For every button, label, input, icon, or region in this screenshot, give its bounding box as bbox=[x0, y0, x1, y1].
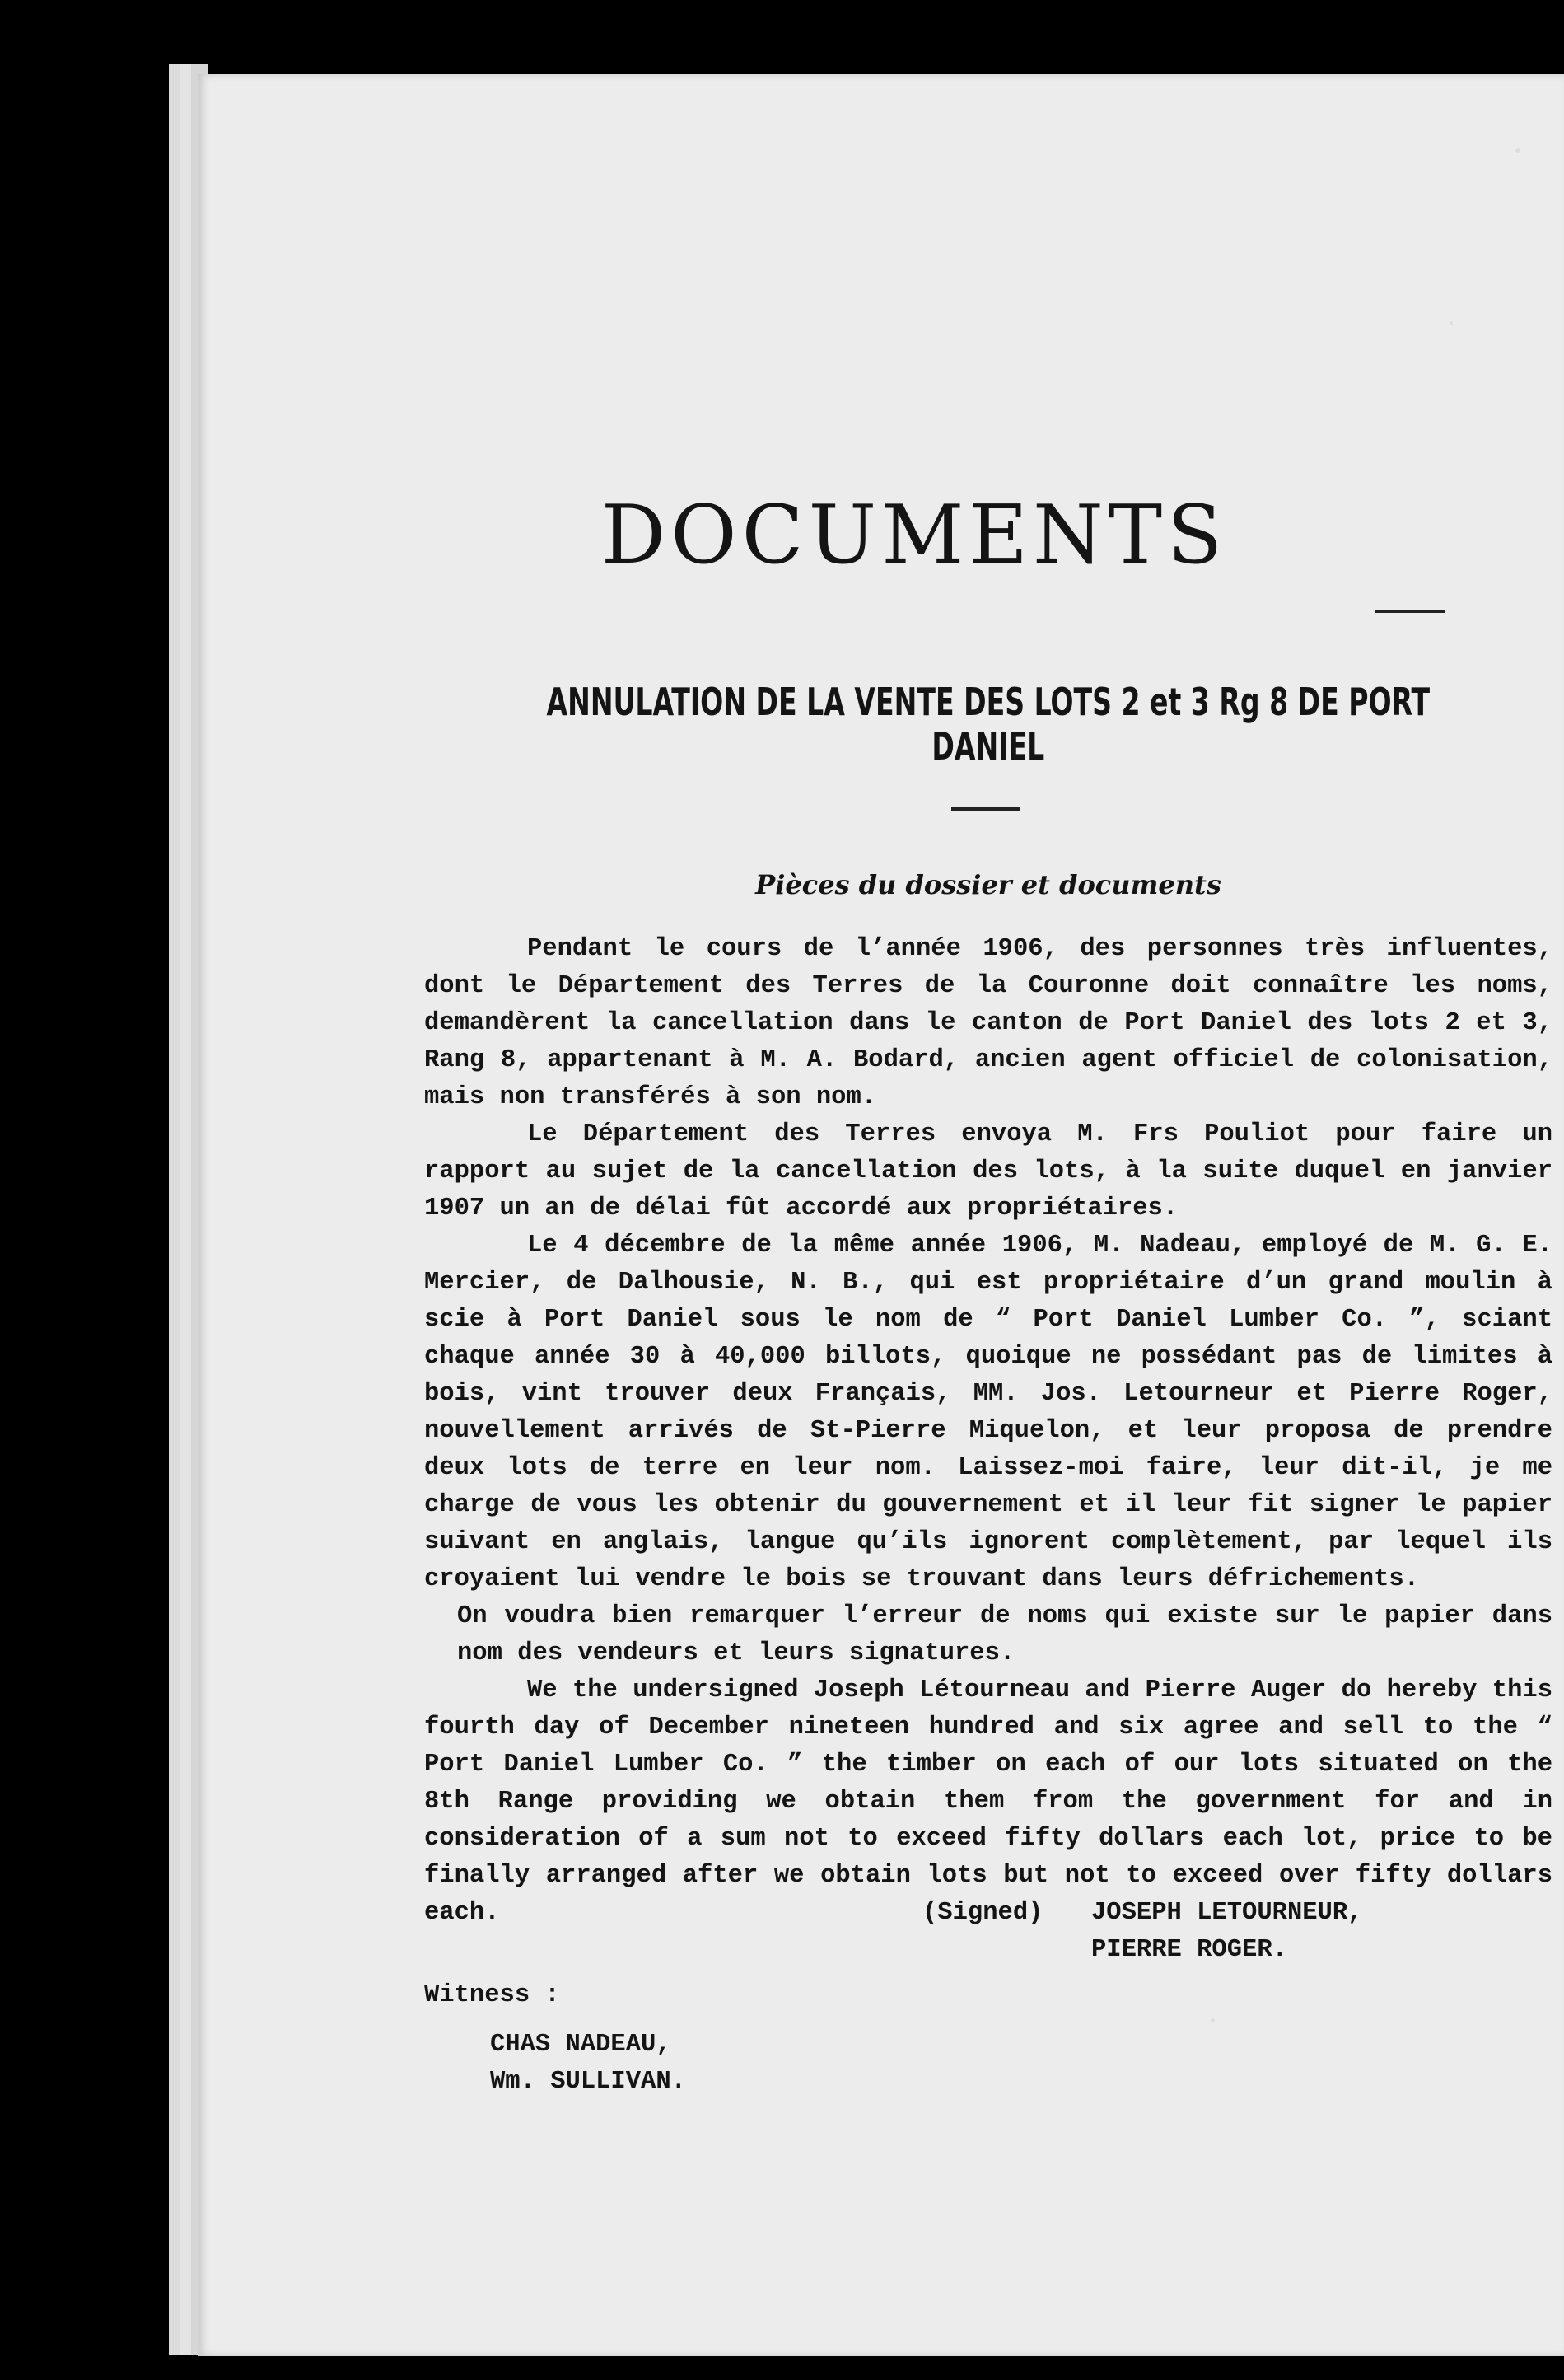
witness-2: Wm. SULLIVAN. bbox=[490, 2068, 686, 2096]
paragraph: Pendant le cours de l’année 1906, des personnes très influentes, dont le Département des Terres de la Couronne doit connaître les noms, demandèrent la cancellation dans le canton de Port Daniel des lots 2 et 3, Rang 8, appartenant à M. A. Bodard, ancien agent officiel de colonisation, mais non transférés à son nom. bbox=[424, 935, 1552, 1111]
document-title: DOCUMENTS bbox=[600, 489, 1228, 582]
dust-speck bbox=[1211, 2018, 1215, 2022]
document-subtitle bbox=[424, 680, 1552, 769]
paragraph: We the undersigned Joseph Létourneau and Pierre Auger do hereby this fourth day of December nineteen hundred and six agree and sell to the “ Port Daniel Lumber Co. ” the timber on each of our lots situated on the 8th Range providing we obtain them from the government for and in consideration of a sum not to exceed fifty dollars each lot, price to be finally arranged after we obtain lots but not to exceed over fifty dollars each. bbox=[424, 1676, 1552, 1927]
signatory-2: PIERRE ROGER. bbox=[1091, 1936, 1287, 1964]
subtitle-line-1: ANNULATION DE LA VENTE DES LOTS 2 et 3 Rg 8 DE PORT bbox=[546, 680, 1431, 724]
dust-speck bbox=[1450, 321, 1453, 325]
paragraph: Le 4 décembre de la même année 1906, M. Nadeau, employé de M. G. E. Mercier, de Dalhousie, N. B., qui est propriétaire d’un grand moulin à scie à Port Daniel sous le nom de “ Port Daniel Lumber Co. ”, sciant chaque année 30 à 40,000 billots, quoique ne possédant pas de limites à bois, vint trouver deux Français, MM. Jos. Letourneur et Pierre Roger, nouvellement arrivés de St-Pierre Miquelon, et leur proposa de prendre deux lots de terre en leur nom. Laissez-moi faire, leur dit-il, je me charge de vous les obtenir du gouvernement et il leur fit signer le papier suivant en anglais, langue qu’ils ignorent complètement, par lequel ils croyaient lui vendre le bois se trouvant dans leurs défrichements. bbox=[424, 1232, 1552, 1593]
witness-label: Witness : bbox=[424, 1981, 560, 2009]
dust-speck bbox=[1515, 148, 1520, 153]
subtitle-rule bbox=[951, 807, 1020, 811]
paragraph: On voudra bien remarquer l’erreur de noms qui existe sur le papier dans nom des vendeurs et leurs signatures. bbox=[457, 1602, 1552, 1667]
document-content bbox=[424, 486, 1552, 2096]
subtitle-line-2: DANIEL bbox=[931, 724, 1045, 769]
signatory-1: JOSEPH LETOURNEUR, bbox=[1091, 1899, 1363, 1927]
paragraph: Le Département des Terres envoya M. Frs Pouliot pour faire un rapport au sujet de la cancellation des lots, à la suite duquel en janvier 1907 un an de délai fût accordé aux propriétaires. bbox=[424, 1120, 1552, 1223]
title-rule bbox=[1375, 610, 1445, 613]
witness-block bbox=[424, 1977, 686, 2096]
document-body bbox=[424, 931, 1552, 1932]
signed-label: (Signed) bbox=[922, 1899, 1043, 1927]
section-heading: Pièces du dossier et documents bbox=[755, 869, 1221, 900]
witness-1: CHAS NADEAU, bbox=[490, 2031, 671, 2059]
